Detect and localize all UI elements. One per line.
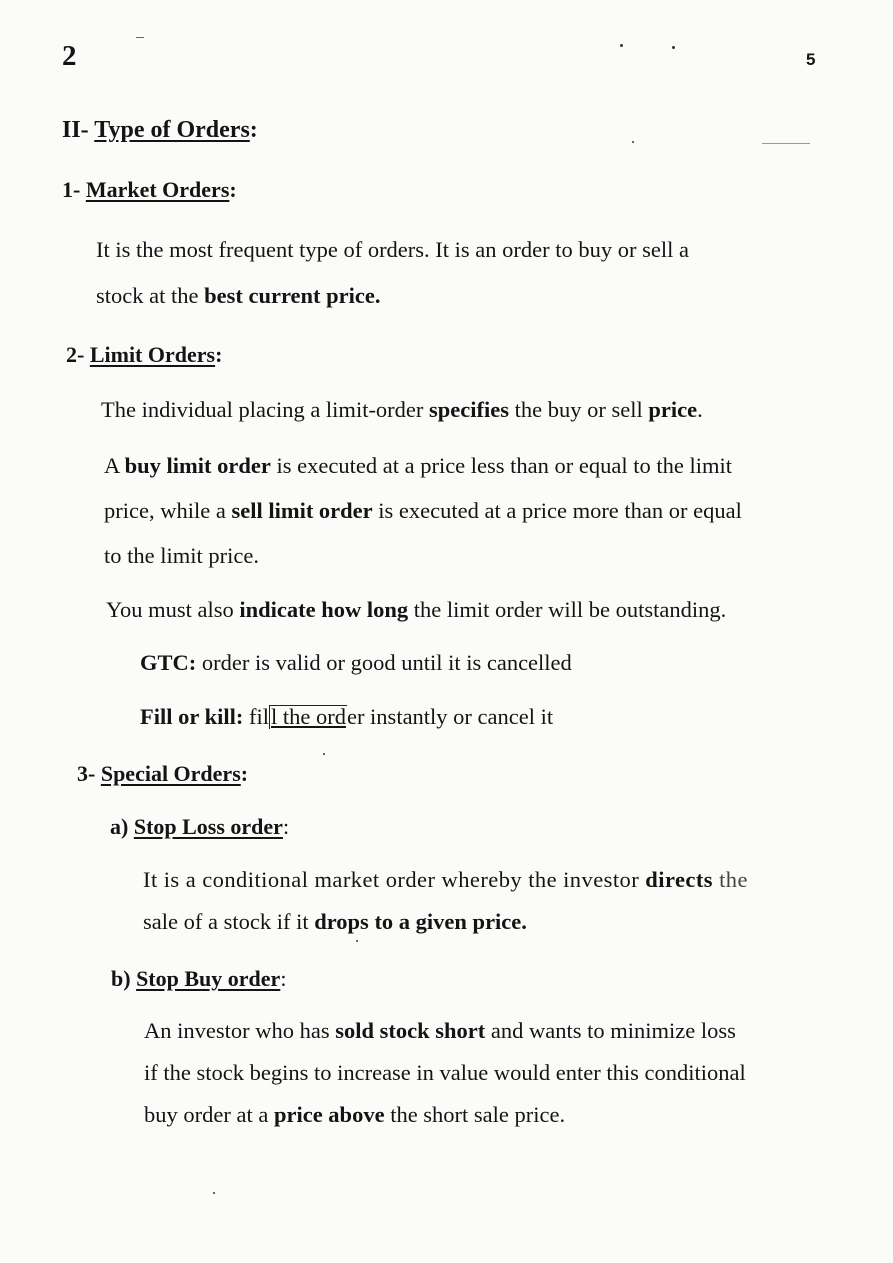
gtc-label: GTC: [140,650,197,675]
item-title: Stop Loss order [133,814,283,839]
text: buy order at a [144,1102,274,1127]
gtc-line [140,650,572,676]
scan-speck [213,1192,215,1194]
limit-para-2-line-3: to the limit price. [104,543,259,568]
scan-speck [323,753,325,755]
text: It is a conditional market order whereby the investor [143,867,646,892]
limit-para-1 [101,397,703,423]
text: is executed at a price less than or equal to the limit [270,453,732,478]
bold-text: drops to a given price. [314,909,527,934]
limit-para-2-line-2 [104,498,742,524]
fok-label: Fill or kill: [140,704,244,729]
stop-buy-heading [111,966,286,992]
text: is executed at a price more than or equal [372,498,742,523]
heading-colon: : [215,342,223,367]
text: stock at the [96,283,205,308]
text: A [104,453,125,478]
section-title: Type of Orders [94,117,250,143]
bold-text: specifies [429,397,510,422]
heading-title: Special Orders [100,761,241,786]
stop-buy-line-3 [144,1102,565,1128]
heading-title: Market Orders [85,177,230,202]
item-colon: : [280,966,287,991]
text: sale of a stock if it [143,909,315,934]
text: order is valid or good until it is cancelled [196,650,572,675]
text: fil [243,704,269,729]
scan-mark [136,37,144,38]
stop-buy-line-2: if the stock begins to increase in value would enter this conditional [144,1060,746,1085]
limit-para-3 [106,597,726,623]
text: price, while a [104,498,232,523]
text: the buy or sell [509,397,649,422]
heading-number: 3- [77,761,96,786]
scan-speck [620,44,623,47]
bold-text: indicate how long [239,597,409,622]
text: the short sale price. [384,1102,566,1127]
text: . [697,397,703,422]
text: the [713,867,748,892]
item-label: a) [110,814,129,839]
section-heading [62,117,258,144]
bold-text: price above [273,1102,385,1127]
heading-colon: : [240,761,249,786]
bold-text: directs [645,867,713,892]
stop-loss-line-1 [143,867,748,893]
scan-speck [632,141,634,143]
stop-loss-heading [110,814,289,840]
heading-number: 1- [62,177,81,202]
page-number-left: 2 [62,40,77,72]
stop-buy-line-1 [144,1018,736,1044]
boxed-text: l the ord [270,704,346,729]
special-orders-heading [77,761,248,787]
market-line-1: It is the most frequent type of orders. It is an order to buy or sell a [96,237,689,262]
text: The individual placing a limit-order [101,397,430,422]
text: er instantly or cancel it [346,704,554,729]
market-line-2 [96,283,381,309]
section-colon: : [249,117,258,143]
scan-speck [356,940,358,942]
text: and wants to minimize loss [485,1018,736,1043]
bold-text: best current price. [204,283,381,308]
bold-text: price [648,397,698,422]
scan-speck [672,46,675,49]
bold-text: sell limit order [231,498,373,523]
page-number-right: 5 [806,50,816,69]
section-number: II- [62,117,89,143]
text: An investor who has [144,1018,336,1043]
scan-mark [762,143,810,144]
heading-colon: : [229,177,237,202]
fill-or-kill-line [140,704,553,730]
bold-text: buy limit order [124,453,271,478]
item-label: b) [111,966,131,991]
limit-para-2-line-1 [104,453,732,479]
heading-number: 2- [66,342,85,367]
heading-title: Limit Orders [89,342,216,367]
stop-loss-line-2 [143,909,527,935]
limit-orders-heading [66,342,222,368]
market-orders-heading [62,177,237,203]
text: the limit order will be outstanding. [408,597,727,622]
text: You must also [106,597,240,622]
item-title: Stop Buy order [136,966,281,991]
bold-text: sold stock short [335,1018,486,1043]
item-colon: : [282,814,290,839]
